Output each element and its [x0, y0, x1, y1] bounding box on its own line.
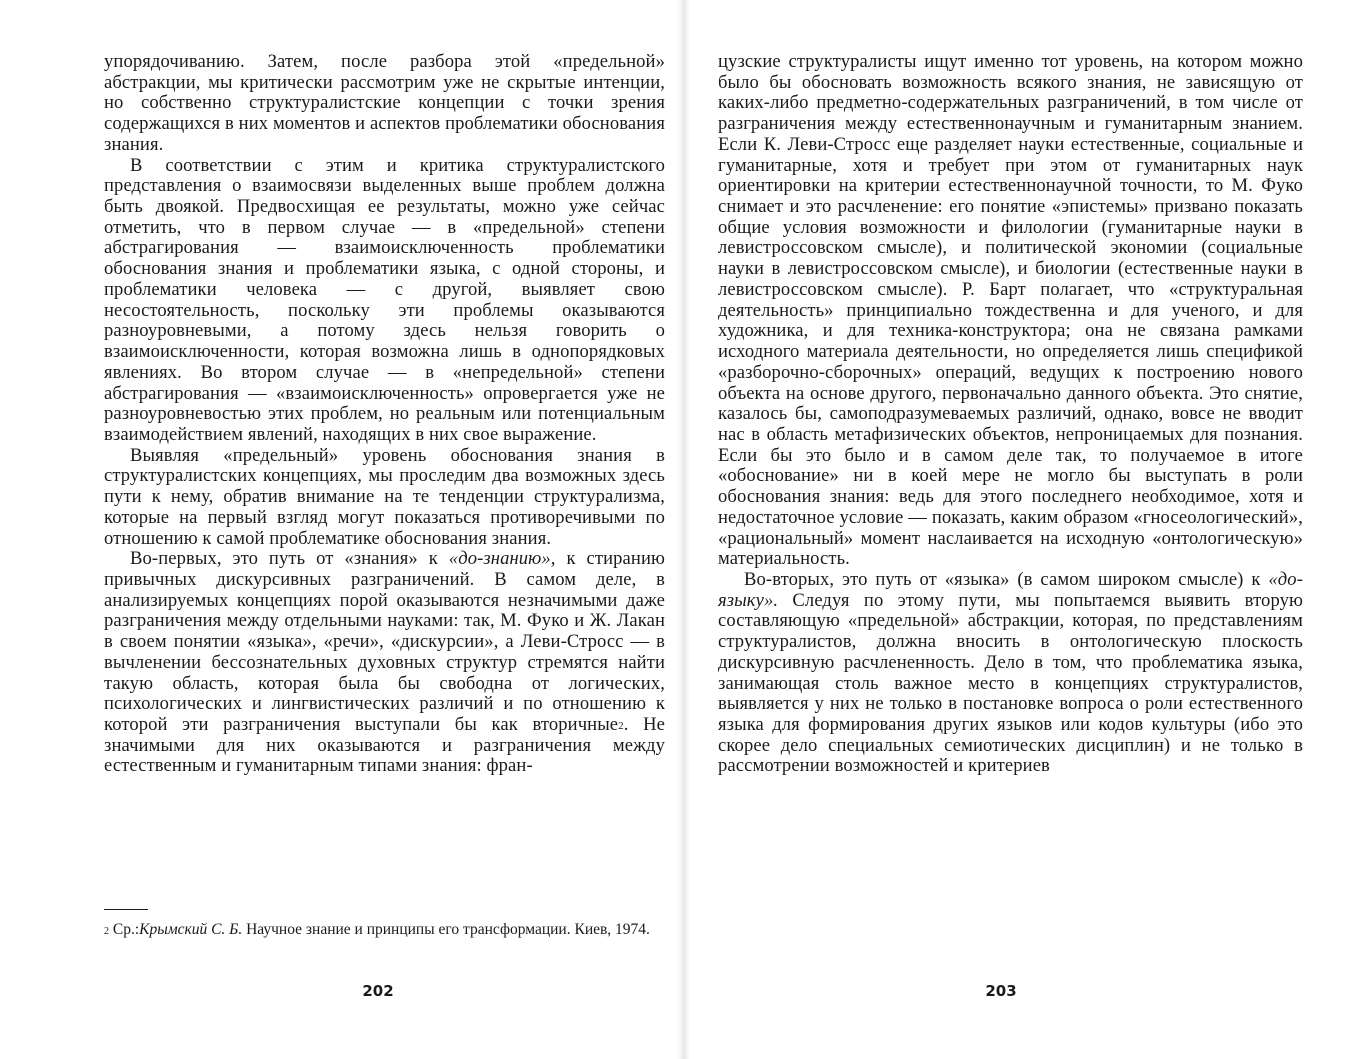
paragraph: [718, 570, 1303, 777]
text-run: Во-вторых, это путь от «языка» (в самом широком смысле) к: [744, 568, 1269, 590]
paragraph: [104, 549, 665, 777]
left-page-text: [104, 52, 665, 777]
text-run: . Не значимыми для них оказываются и разграничения между естественным и гуманитарным типами знания: фран-: [104, 714, 665, 777]
paragraph: цузские структуралисты ищут именно тот уровень, на котором можно было бы обосновать возможность всякого знания, не зависящую от каких-либо предметно-содержательных разграничений, в том числе от разграничения между естественнонаучным и гуманитарным знанием. Если К. Леви-Стросс еще разделяет науки естественные, социальные и гуманитарные, хотя и требует при этом от гуманитарных наук ориентировки на критерии естественнонаучной точности, то М. Фуко снимает и это расчленение: его понятие «эпистемы» призвано показать общие условия возможности и филологии (гуманитарные науки в левистроссовском смысле), и политической экономии (социальные науки в левистроссовском смысле), и биологии (естественные науки в левистроссовском смысле). Р. Барт полагает, что «структуральная деятельность» принципиально тождественна и для ученого, и для художника, и для техника-конструктора; она не связана рамками исходного материала деятельности, но определяется лишь спецификой «разборочно-сборочных» операций, ведущих к построению нового объекта на основе другого, первоначально данного объекта. Это снятие, казалось бы, самоподразумеваемых различий, однако, вовсе не вводит нас в область метафизических объектов, непроницаемых для познания. Если бы это было и в самом деле так, то получаемое в итоге «обоснование» ни в коей мере не могло бы выступать в роли обоснования знания: ведь для этого последнего необходимое, хотя и недостаточное условие — показать, каким образом «гносеологический», «рациональный» момент наслаивается на исходную «онтологическую» материальность.: [718, 51, 1303, 570]
text-run: Во-первых, это путь от «знания» к: [130, 548, 449, 570]
paragraph: Выявляя «предельный» уровень обоснования знания в структуралистских концепциях, мы проследим два возможных здесь пути к нему, обратив внимание на те тенденции структурализма, которые на первый взгляд могут показаться противоречивыми по отношению к самой проблематике обоснования знания.: [104, 444, 665, 549]
footnote-author: Крымский С. Б.: [139, 921, 243, 938]
footnote-text: Научное знание и принципы его трансформации. Киев, 1974.: [242, 921, 650, 938]
paragraph: В соответствии с этим и критика структуралистского представления о взаимосвязи выделенных выше проблем должна быть двоякой. Предвосхищая ее результаты, можно уже сейчас отметить, что в первом случае — в «предельной» степени абстрагирования — взаимоисключенность проблематики обоснования знания и проблематики языка, с одной стороны, и проблематики человека — с другой, выявляет свою несостоятельность, поскольку эти проблемы оказываются разноуровневыми, а потому здесь нельзя говорить о взаимоисключенности, которая возможна лишь в однопорядковых явлениях. Во втором случае — в «непредельной» степени абстрагирования — «взаимоисключенность» опровергается уже не разноуровневостью этих проблем, но реальным или потенциальным взаимодействием явлений, находящих в них свое выражение.: [104, 154, 665, 445]
footnote-marker: 2: [104, 926, 109, 937]
right-page: [683, 0, 1366, 1059]
emphasis-text: «до-знанию»,: [448, 548, 556, 570]
right-page-text: [718, 52, 1303, 777]
text-run: Следуя по этому пути, мы попытаемся выявить вторую составляющую «предельной» абстракции, которая, по представлениям структуралистов, должна вносить в онтологическую плоскость дискурсивную расчлененность. Дело в том, что проблематика языка, занимающая столь важное место в концепциях структуралистов, выявляется у них не только в постановке вопроса о роли естественного языка для формирования других языков или кодов культуры (ибо это скорее дело специальных семиотических дисциплин) и не только в рассмотрении возможностей и критериев: [718, 589, 1303, 777]
page-number: 203: [985, 982, 1017, 1000]
footnote-divider: [104, 909, 148, 910]
footnote-prefix: Ср.:: [112, 921, 140, 938]
footnote-reference: 2: [618, 720, 624, 732]
text-run: к стиранию привычных дискурсивных разграничений. В самом деле, в анализируемых концепциях порой оказываются незначимыми даже разграничения между отдельными науками: так, М. Фуко и Ж. Лакан в своем понятии «языка», «речи», «дискурсии», а Леви-Стросс — в вычленении бессознательных духовных структур стремятся найти такую область, которая была бы свободна от логических, психологических и лингвистических различий и по отношению к которой эти разграничения выступали бы как вторичные: [104, 548, 666, 735]
footnote: [104, 920, 680, 939]
emphasis-text: «до-языку».: [718, 568, 1303, 611]
paragraph: упорядочиванию. Затем, после разбора этой «предельной» абстракции, мы критически рассмотрим уже не скрытые интенции, но собственно структуралистские концепции с точки зрения содержащихся в них моментов и аспектов проблематики обоснования знания.: [104, 51, 665, 155]
page-number: 202: [362, 982, 394, 1000]
